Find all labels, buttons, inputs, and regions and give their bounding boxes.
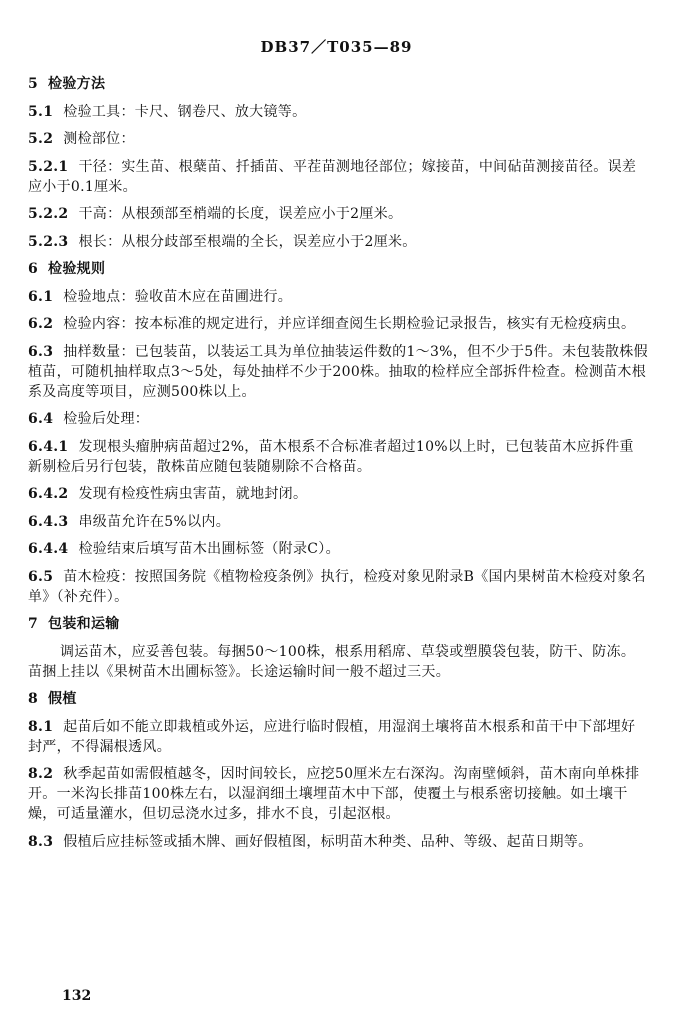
clause-text: 发现有检疫性病虫害苗，就地封闭。	[78, 486, 308, 502]
clause-paragraph	[28, 157, 648, 197]
clause-paragraph	[28, 314, 648, 334]
page-number: 132	[62, 988, 92, 1004]
clause-number: 6.4.2	[28, 486, 69, 502]
clause-number: 6.4	[28, 411, 54, 427]
clause-paragraph	[28, 764, 648, 824]
clause-text: 调运苗木，应妥善包装。每捆50～100株，根系用稻席、草袋或塑膜袋包装，防干、防冻。苗捆上挂以《果树苗木出圃标签》。长途运输时间一般不超过三天。	[28, 643, 636, 680]
clause-text: 假植后应挂标签或插木牌、画好假植图，标明苗木种类、品种、等级、起苗日期等。	[63, 833, 593, 850]
clause-number: 8.2	[28, 766, 54, 782]
standard-code-header: DB37／T035—89	[260, 38, 413, 56]
clause-paragraph	[28, 512, 648, 532]
clause-text: 检验规则	[48, 261, 106, 277]
clause-text: 串级苗允许在5%以内。	[78, 513, 230, 530]
clause-text: 干高：从根颈部至梢端的长度，误差应小于2厘米。	[78, 206, 403, 222]
clause-number: 5.2.2	[28, 206, 69, 222]
clause-number: 6.2	[28, 316, 54, 332]
clause-number: 5.2.3	[28, 233, 69, 250]
clause-text: 检验地点：验收苗木应在苗圃进行。	[63, 288, 293, 305]
clause-number: 5.2	[28, 131, 54, 147]
clause-text: 检验后处理：	[63, 411, 150, 427]
section-heading	[28, 74, 648, 94]
clause-paragraph	[28, 484, 648, 504]
clause-text: 苗木检疫：按照国务院《植物检疫条例》执行，检疫对象见附录B《国内果树苗木检疫对象名单》（补充件）。	[28, 568, 646, 605]
clause-text: 根长：从根分歧部至根端的全长，误差应小于2厘米。	[78, 233, 417, 250]
section-heading	[28, 689, 648, 709]
clause-number: 6.1	[28, 288, 54, 305]
clause-text: 检验内容：按本标准的规定进行，并应详细查阅生长期检验记录报告，核实有无检疫病虫。	[63, 316, 636, 332]
clause-paragraph	[28, 232, 648, 252]
clause-number: 6.4.4	[28, 541, 69, 557]
clause-paragraph	[28, 287, 648, 307]
clause-text: 检验工具：卡尺、钢卷尺、放大镜等。	[63, 103, 307, 120]
clause-number: 6.5	[28, 568, 54, 585]
clause-text: 干径：实生苗、根蘖苗、扦插苗、平茬苗测地径部位；嫁接苗，中间砧苗测接苗径。误差应小于0.1厘米。	[28, 158, 637, 195]
clause-text: 秋季起苗如需假植越冬，因时间较长，应挖50厘米左右深沟。沟南壁倾斜，苗木南向单株排开。一米沟长排苗100株左右，以湿润细土壤埋苗木中下部，使覆土与根系密切接触。如土壤干燥，可适量灌水，但切忌浇水过多，排水不良，引起沤根。	[28, 766, 640, 822]
clause-paragraph	[28, 717, 648, 757]
clause-number: 5.2.1	[28, 158, 69, 175]
clause-text: 检验方法	[48, 76, 106, 92]
clause-paragraph	[28, 204, 648, 224]
clause-text: 包装和运输	[48, 616, 120, 632]
document-body	[28, 74, 648, 859]
clause-paragraph	[28, 567, 648, 607]
clause-number: 5.1	[28, 103, 54, 120]
clause-number: 8.1	[28, 718, 54, 735]
clause-text: 抽样数量：已包装苗，以装运工具为单位抽装运件数的1～3%，但不少于5件。未包装散株假植苗，可随机抽样取点3～5处，每处抽样不少于200株。抽取的检样应全部拆件检查。检测苗木根系及高度等项目，应测500株以上。	[28, 343, 648, 400]
clause-text: 发现根头瘤肿病苗超过2%，苗木根系不合标准者超过10%以上时，已包装苗木应拆件重新剔检后另行包装，散株苗应随包装随剔除不合格苗。	[28, 438, 634, 475]
clause-paragraph	[28, 129, 648, 149]
clause-number: 6	[28, 261, 39, 277]
clause-text: 假植	[48, 691, 77, 707]
clause-number: 6.4.1	[28, 438, 69, 455]
section-heading	[28, 614, 648, 634]
clause-number: 8	[28, 691, 39, 707]
clause-text: 测检部位：	[63, 131, 135, 147]
clause-paragraph	[28, 409, 648, 429]
clause-paragraph	[28, 832, 648, 852]
clause-paragraph	[28, 539, 648, 559]
clause-paragraph	[28, 642, 648, 682]
clause-number: 6.4.3	[28, 513, 69, 530]
clause-text: 起苗后如不能立即栽植或外运，应进行临时假植，用湿润土壤将苗木根系和苗干中下部埋好封严，不得漏根透风。	[28, 718, 636, 755]
clause-number: 8.3	[28, 833, 54, 850]
clause-paragraph	[28, 342, 648, 402]
clause-number: 5	[28, 76, 39, 92]
clause-paragraph	[28, 102, 648, 122]
clause-number: 6.3	[28, 343, 54, 360]
clause-number: 7	[28, 616, 39, 632]
section-heading	[28, 259, 648, 279]
clause-text: 检验结束后填写苗木出圃标签（附录C）。	[78, 541, 340, 557]
clause-paragraph	[28, 437, 648, 477]
